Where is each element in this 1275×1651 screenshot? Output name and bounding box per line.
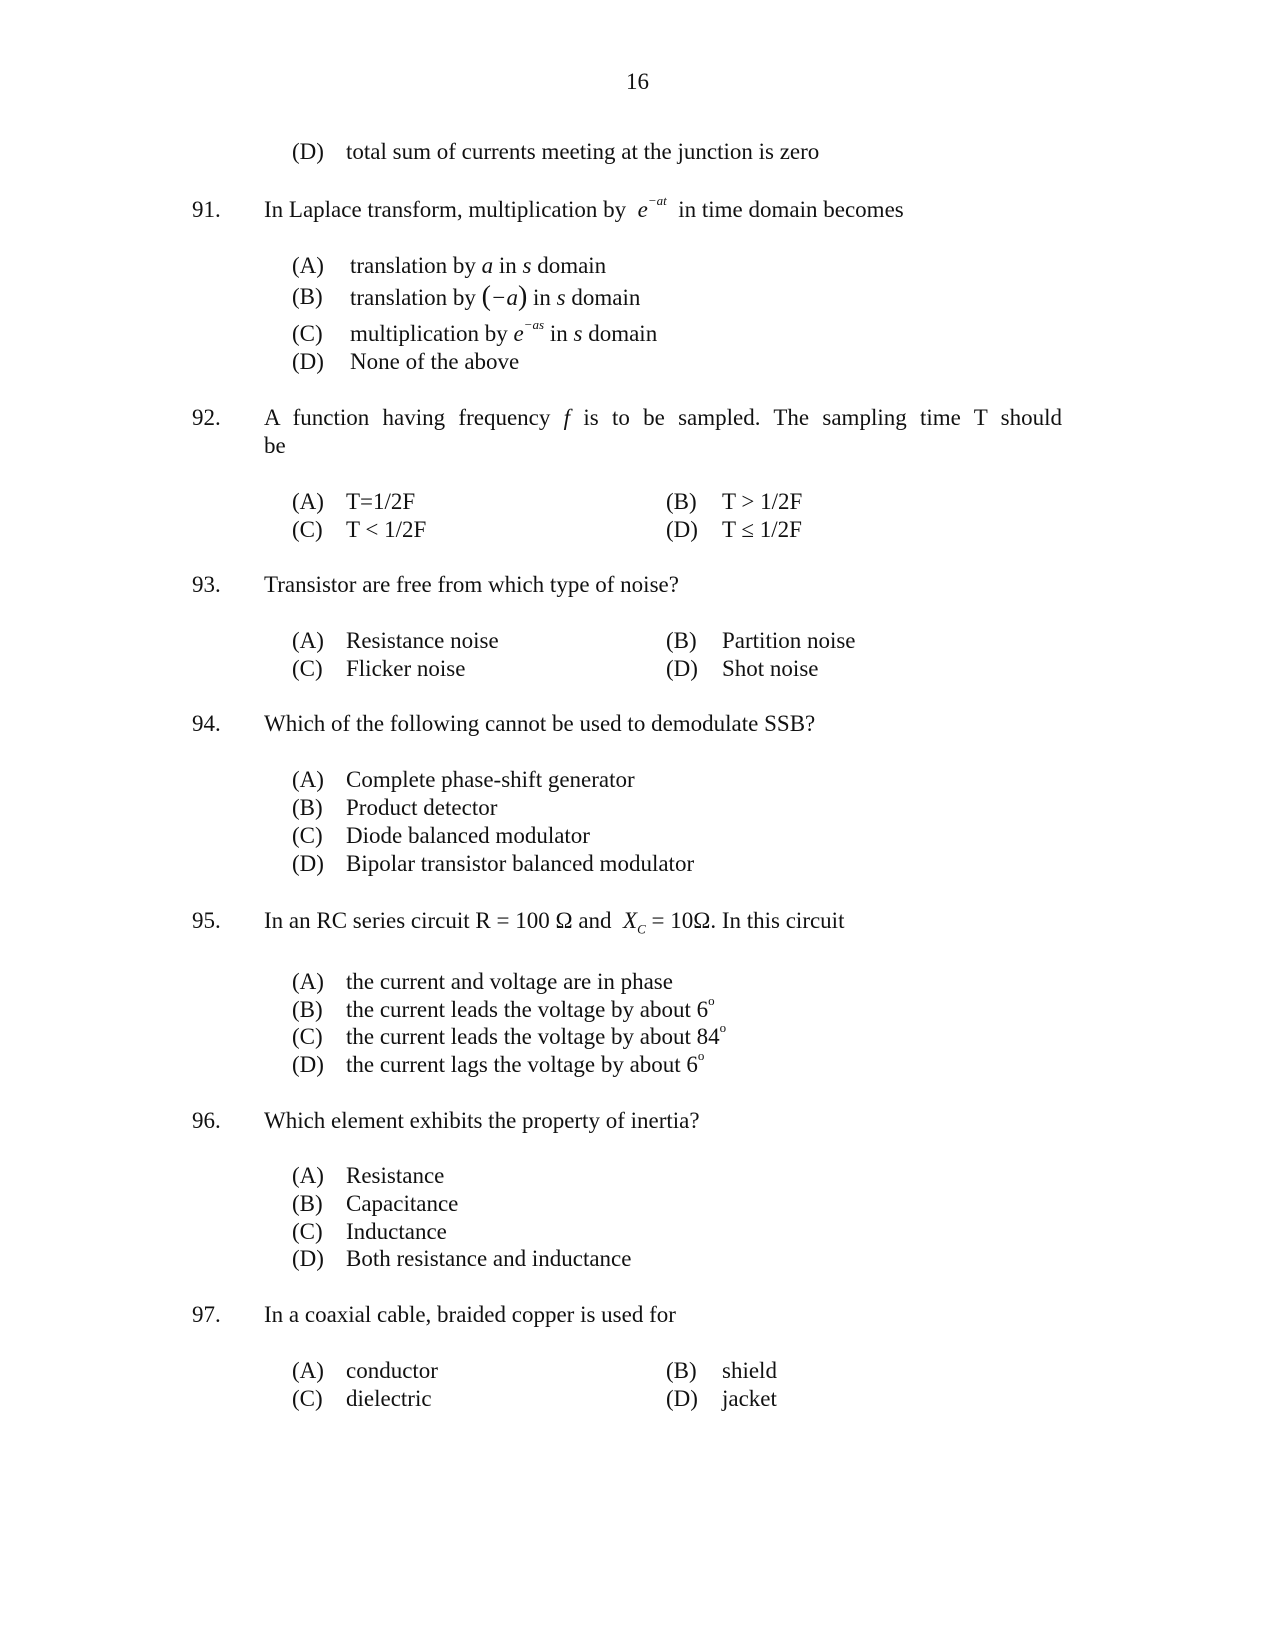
question-number: 91. [192, 197, 221, 222]
option-label: (B) [292, 795, 323, 820]
option-text: Product detector [346, 795, 498, 820]
question-number: 97. [192, 1302, 221, 1327]
option-label: (B) [666, 628, 697, 653]
question-number: 92. [192, 405, 221, 430]
option-label: (A) [292, 628, 324, 653]
option-label: (A) [292, 1358, 324, 1383]
option-text: Resistance noise [346, 628, 499, 653]
option-label: (A) [292, 1163, 324, 1188]
option-label: (D) [292, 1052, 324, 1077]
option-text: Capacitance [346, 1191, 459, 1216]
option-text: dielectric [346, 1386, 432, 1411]
question-number: 96. [192, 1108, 221, 1133]
option-text: T > 1/2F [722, 489, 803, 514]
option-text: conductor [346, 1358, 438, 1383]
option-label: (A) [292, 489, 324, 514]
option-text: the current leads the voltage by about 84$^o$ [346, 1020, 727, 1049]
option-label: (D) [292, 851, 324, 876]
option-label: (B) [666, 489, 697, 514]
option-text: jacket [722, 1386, 777, 1411]
question-number: 94. [192, 711, 221, 736]
question-stem: Which element exhibits the property of inertia? [264, 1108, 700, 1133]
option-text: the current and voltage are in phase [346, 969, 673, 994]
option-text: Resistance [346, 1163, 445, 1188]
option-text: Partition noise [722, 628, 856, 653]
option-label: (B) [292, 997, 323, 1022]
option-text: Complete phase-shift generator [346, 767, 635, 792]
option-label: (C) [292, 517, 323, 542]
option-label: (B) [292, 284, 323, 309]
question-stem: In a coaxial cable, braided copper is used for [264, 1302, 676, 1327]
page-number: 16 [626, 69, 649, 94]
option-label: (C) [292, 1386, 323, 1411]
option-label: (C) [292, 1024, 323, 1049]
option-text: T ≤ 1/2F [722, 517, 802, 542]
option-label: (D) [292, 349, 324, 374]
question-stem: In Laplace transform, multiplication by $e^{-at}$ in time domain becomes [264, 193, 904, 222]
question-stem: Which of the following cannot be used to demodulate SSB? [264, 711, 816, 736]
question-stem: Transistor are free from which type of noise? [264, 572, 679, 597]
question-stem-line-1: A function having frequency f is to be sampled. The sampling time T should [264, 405, 1063, 430]
option-text: T=1/2F [346, 489, 416, 514]
option-label: (C) [292, 321, 323, 346]
option-label: (B) [666, 1358, 697, 1383]
question-number: 95. [192, 908, 221, 933]
option-label: (C) [292, 656, 323, 681]
option-text: Both resistance and inductance [346, 1246, 632, 1271]
option-text: the current leads the voltage by about 6$^o$ [346, 993, 715, 1022]
option-text: Inductance [346, 1219, 447, 1244]
option-label: (D) [292, 1246, 324, 1271]
option-text: Flicker noise [346, 656, 466, 681]
option-label: (D) [292, 139, 324, 164]
option-label: (C) [292, 823, 323, 848]
option-text: translation by (−a) in s domain [350, 281, 641, 312]
question-stem: In an RC series circuit R = 100 Ω and $X_C = 10\Omega$. In this circuit [264, 908, 845, 937]
option-label: (C) [292, 1219, 323, 1244]
option-label: (A) [292, 969, 324, 994]
option-text: translation by a in s domain [350, 253, 607, 278]
option-label: (D) [666, 517, 698, 542]
question-stem-line-2: be [264, 433, 286, 458]
option-label: (D) [666, 656, 698, 681]
option-text: Diode balanced modulator [346, 823, 590, 848]
option-label: (A) [292, 253, 324, 278]
question-number: 93. [192, 572, 221, 597]
option-label: (B) [292, 1191, 323, 1216]
option-text: shield [722, 1358, 777, 1383]
option-text: multiplication by $e^{-as}$ in s domain [350, 317, 658, 346]
option-text: Bipolar transistor balanced modulator [346, 851, 695, 876]
option-label: (A) [292, 767, 324, 792]
option-text: Shot noise [722, 656, 819, 681]
option-text: total sum of currents meeting at the junction is zero [346, 139, 820, 164]
option-text: T < 1/2F [346, 517, 427, 542]
option-text: the current lags the voltage by about 6$^o$ [346, 1048, 705, 1077]
option-label: (D) [666, 1386, 698, 1411]
option-text: None of the above [350, 349, 520, 374]
